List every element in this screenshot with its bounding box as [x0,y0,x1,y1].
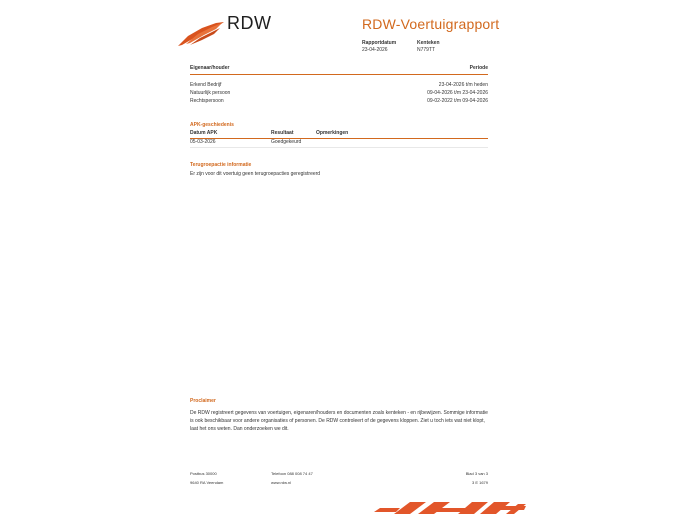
apk-col-notes: Opmerkingen [316,130,349,136]
owners-header-right: Periode [469,65,488,71]
apk-row [190,139,488,148]
owner-row [190,98,488,107]
owners-table-header [190,64,488,75]
recall-section-title: Terugroepactie informatie [190,162,252,168]
report-date-value: 23-04-2026 [362,47,388,53]
disclaimer-text: De RDW registreert gegevens van voertuigen, eigenaren/houders en documenten zoals kenteken - en rijbewijzen. Sommige informatie is ook beschikbaar voor andere organisaties of personen. De RDW controleert of de gegevens kloppen. Ziet u toch iets wat niet klopt, laat het ons weten. Dan onderzoeken we dit. [190,410,488,432]
disclaimer-title: Proclaimer [190,398,216,404]
footer-code: 3 E 1679 [471,480,488,485]
owner-type: Natuurlijk persoon [190,90,231,96]
footer-phone: Telefoon 088 008 74 47 [271,471,313,476]
report-date-label: Rapportdatum [362,40,397,46]
owner-period: 09-02-2022 t/m 09-04-2026 [427,98,488,104]
report-title: RDW-Voertuigrapport [362,16,500,32]
apk-date: 05-03-2026 [190,139,216,145]
owner-period: 09-04-2026 t/m 23-04-2026 [427,90,488,96]
plate-label: Kenteken [417,40,440,46]
apk-table-header [190,129,488,139]
footer-postbus: Postbus 30000 [190,471,217,476]
apk-col-date: Datum APK [190,130,218,136]
rdw-logo-icon [178,22,224,46]
footer-website[interactable]: www.rdw.nl [271,480,292,485]
owner-type: Rechtspersoon [190,98,224,104]
footer-page-number: Blad 3 van 3 [465,471,488,476]
footer-stripes-graphic [374,498,526,514]
apk-col-result: Resultaat [271,130,294,136]
plate-value: N779TT [417,47,436,53]
brand-name: RDW [227,13,272,33]
apk-result: Goedgekeurd [271,139,302,145]
owner-period: 23-04-2026 t/m heden [438,82,488,88]
apk-section-title: APK-geschiedenis [190,122,234,128]
recall-text: Er zijn voor dit voertuig geen terugroepacties geregistreerd [190,171,321,177]
owner-type: Erkend Bedrijf [190,82,222,88]
owners-header-left: Eigenaar/houder [190,65,230,71]
footer-postcode: 9640 RA Veendam [190,480,224,485]
